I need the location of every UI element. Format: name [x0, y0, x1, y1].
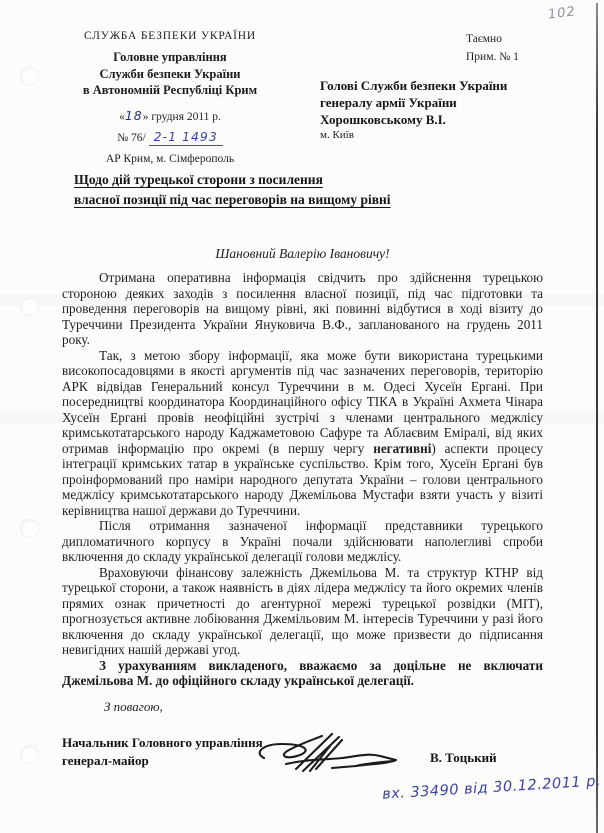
letter-body: [62, 270, 543, 689]
paragraph-3: Після отримання зазначеної інформації представники турецького дипломатичного корпусу в Україні почали здійснювати наполегливі спроби включення до складу української делегації голови меджлісу.: [62, 518, 543, 564]
department-line: в Автономній Республіці Крим: [82, 83, 258, 97]
signature-ink: [256, 731, 414, 783]
subject-line: Щодо дій турецької сторони з посилення: [74, 172, 323, 187]
addressee-line: Голові Служби безпеки України: [320, 78, 508, 93]
paragraph-2: [62, 348, 543, 519]
handwritten-page-number: 102: [547, 4, 577, 23]
letterhead-block: [38, 30, 302, 165]
paragraph-4: Враховуючи фінансову залежність Джемільова М. та структур КТНР від турецької сторони, а також наявність в діях лідера меджлісу та його окремих членів прямих ознак причетності до агентурної мережі турецької розвідки (МІТ), прогнозується активне лобіювання Джемільовим М. інтересів Туреччини у разі його включення до складу української делегації, що може призвести до підписання невигідних нашій державі угод.: [62, 564, 543, 657]
department-line: Головне управління: [113, 50, 227, 64]
paragraph-1: Отримана оперативна інформація свідчить про здійснення турецькою стороною деяких заходів з посилення власної позиції, під час підготовки та проведення переговорів на вищому рівні, які повинні відбутися в ході візиту до Туреччини Президента України Януковича В.Ф., запланованого на грудень 2011 року.: [62, 270, 543, 347]
paragraph-2-text: Так, з метою збору інформації, яка може бути використана турецькими високопосадовцями в якості аргументів під час зазначених переговорів, територію АРК відвідав Генеральний консул Туреччини в м. Одесі Хусеїн Ергані. При посередництві координатора Координаційного офісу ТІКА в Україні Ахмета Чінара Хусеїн Ергані провів неофіційні зустрічі з членами центрального меджлісу кримськотатарського народу Каджаметовою Сафуре та Аблаєвим Еміралі, від яких отримав інформацію про окремі (в першу чергу: [62, 347, 543, 456]
department-name: [38, 49, 302, 99]
handwritten-day: 18: [124, 107, 143, 123]
salutation: Шановний Валерію Івановичу!: [215, 246, 390, 261]
org-name: СЛУЖБА БЕЗПЕКИ УКРАЇНИ: [83, 30, 257, 42]
signer-name: В. Тоцький: [430, 750, 497, 765]
signature-scribble: [256, 731, 414, 788]
closing-regards: З повагою,: [104, 699, 163, 714]
handwritten-incoming-note: вх. 33490 від 30.12.2011 р.: [381, 773, 602, 803]
punch-hole-mark: [20, 297, 39, 316]
secrecy-label: Таємно: [466, 33, 502, 45]
date-rest: » грудня 2011 р.: [142, 110, 221, 123]
addressee-name: Хорошковському В.І.: [320, 112, 446, 127]
handwritten-number: 2-1 1493: [149, 129, 223, 146]
department-line: Служби безпеки України: [99, 66, 241, 81]
paragraph-2-emphasis: негативні: [373, 440, 432, 456]
document-number: [38, 129, 302, 144]
punch-hole-mark: [20, 745, 39, 764]
signer-title-line: Начальник Головного управління: [62, 735, 263, 750]
date-quote-open: «: [119, 110, 125, 123]
paragraph-2-text: ) аспекти процесу інтеграції кримських татар в українське суспільство. Крім того, Хусеїн Ергані був проінформований про наміри народного депутата України – голови центрального меджлісу кримськотатарського народу Джемільова Мустафи взяти участь у візиті керівництва нашої держави до Туреччини.: [62, 440, 543, 518]
paragraph-5-recommendation: З урахуванням викладеного, вважаємо за доцільне не включати Джемільова М. до офіційного складу української делегації.: [62, 657, 543, 688]
signer-title: [62, 734, 263, 769]
number-printed: № 76/: [117, 131, 146, 144]
addressee-line: генералу армії України: [320, 95, 457, 110]
addressee-city: м. Київ: [320, 129, 354, 141]
punch-hole-mark: [20, 67, 39, 86]
secrecy-marking: [466, 31, 519, 66]
document-date: [38, 108, 302, 123]
subject-line: власної позиції під час переговорів на вищому рівні: [74, 191, 391, 207]
addressee-block: [320, 77, 507, 141]
signer-title-line: генерал-майор: [62, 752, 149, 768]
subject-heading: [74, 170, 391, 209]
punch-hole-mark: [20, 519, 39, 538]
copy-number: Прим. № 1: [466, 50, 519, 63]
place-line: АР Крим, м. Сімферополь: [105, 152, 235, 165]
